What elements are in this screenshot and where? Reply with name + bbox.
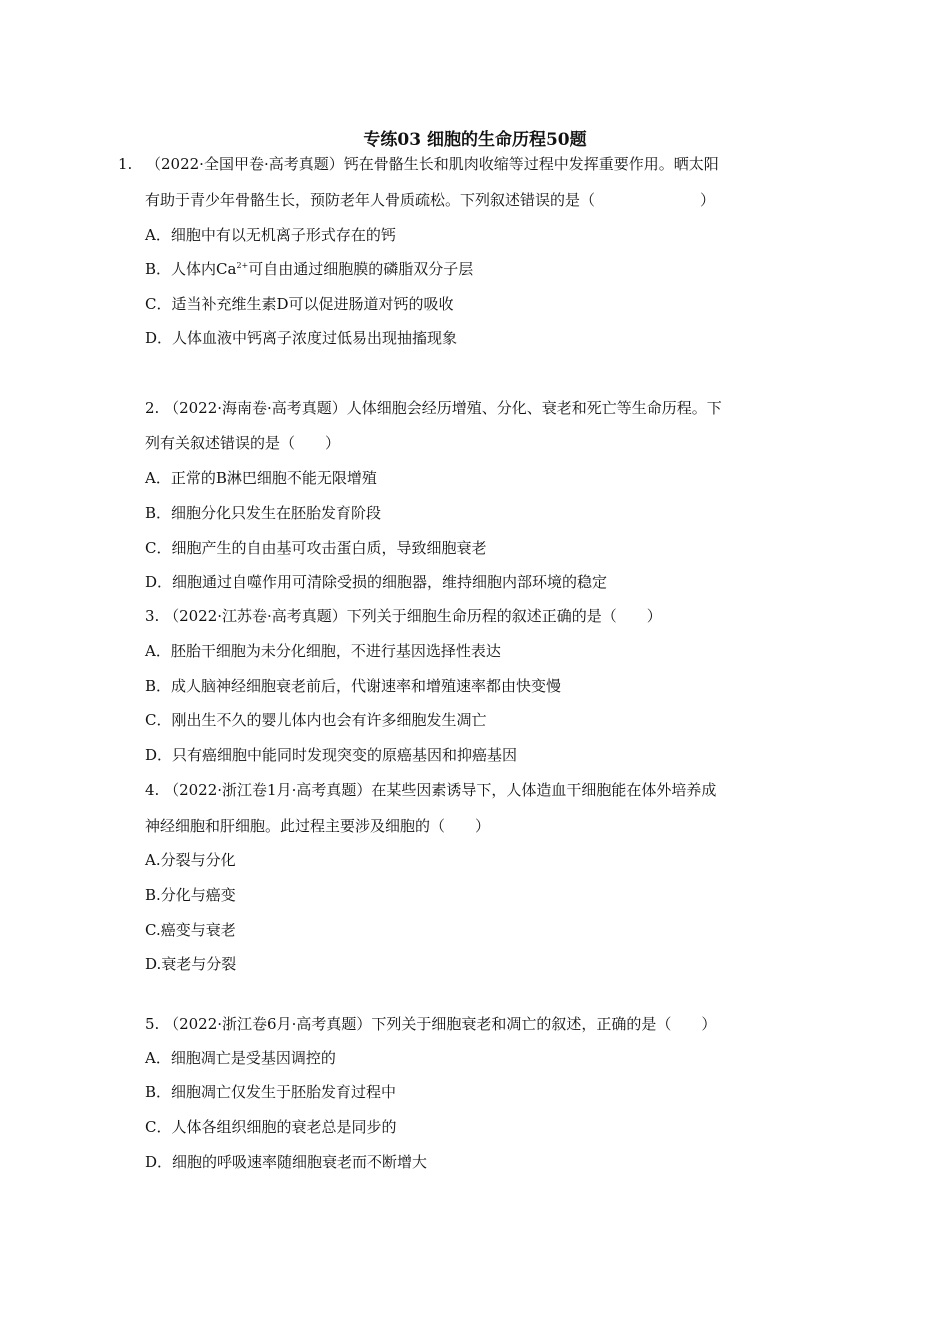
option-b-prefix: B．人体内Ca bbox=[145, 260, 237, 278]
question-4-option-b: B.分化与癌变 bbox=[145, 886, 236, 904]
option-b-suffix: 可自由通过细胞膜的磷脂双分子层 bbox=[248, 260, 474, 278]
question-1-option-c: C．适当补充维生素D可以促进肠道对钙的吸收 bbox=[145, 295, 454, 313]
question-4-stem-line-2: 神经细胞和肝细胞。此过程主要涉及细胞的（ ） bbox=[145, 817, 491, 835]
question-4-option-d: D.衰老与分裂 bbox=[145, 955, 237, 973]
question-3-option-b: B．成人脑神经细胞衰老前后，代谢速率和增殖速率都由快变慢 bbox=[145, 677, 562, 695]
question-2-option-c: C．细胞产生的自由基可攻击蛋白质，导致细胞衰老 bbox=[145, 539, 487, 557]
page-title: 专练03 细胞的生命历程50题 bbox=[363, 130, 587, 150]
question-1-option-b bbox=[145, 259, 473, 279]
question-4-stem-line-1: 4. （2022·浙江卷1月·高考真题）在某些因素诱导下，人体造血干细胞能在体外培养成 bbox=[145, 781, 717, 799]
question-2-option-b: B．细胞分化只发生在胚胎发育阶段 bbox=[145, 504, 382, 522]
question-3-option-a: A．胚胎干细胞为未分化细胞，不进行基因选择性表达 bbox=[145, 642, 501, 660]
question-1-number: 1. bbox=[118, 155, 133, 173]
question-2-option-d: D．细胞通过自噬作用可清除受损的细胞器，维持细胞内部环境的稳定 bbox=[145, 573, 608, 591]
question-2-stem-line-1: 2. （2022·海南卷·高考真题）人体细胞会经历增殖、分化、衰老和死亡等生命历程。下 bbox=[145, 399, 722, 417]
ion-charge-superscript: 2+ bbox=[236, 261, 249, 270]
question-2-option-a: A．正常的B淋巴细胞不能无限增殖 bbox=[145, 469, 377, 487]
question-4-option-a: A.分裂与分化 bbox=[145, 851, 236, 869]
question-5-option-b: B．细胞凋亡仅发生于胚胎发育过程中 bbox=[145, 1083, 397, 1101]
question-3-option-c: C．刚出生不久的婴儿体内也会有许多细胞发生凋亡 bbox=[145, 711, 487, 729]
question-3-option-d: D．只有癌细胞中能同时发现突变的原癌基因和抑癌基因 bbox=[145, 746, 518, 764]
question-5-option-d: D．细胞的呼吸速率随细胞衰老而不断增大 bbox=[145, 1153, 428, 1171]
question-5-option-c: C．人体各组织细胞的衰老总是同步的 bbox=[145, 1118, 397, 1136]
question-1-stem-line-1: （2022·全国甲卷·高考真题）钙在骨骼生长和肌肉收缩等过程中发挥重要作用。晒太阳 bbox=[146, 155, 719, 173]
question-1-stem-line-2: 有助于青少年骨骼生长，预防老年人骨质疏松。下列叙述错误的是（ ） bbox=[145, 191, 716, 209]
question-5-option-a: A．细胞凋亡是受基因调控的 bbox=[145, 1049, 336, 1067]
question-5-stem-line-1: 5. （2022·浙江卷6月·高考真题）下列关于细胞衰老和凋亡的叙述，正确的是（ ） bbox=[145, 1015, 717, 1033]
question-2-stem-line-2: 列有关叙述错误的是（ ） bbox=[145, 434, 341, 452]
question-4-option-c: C.癌变与衰老 bbox=[145, 921, 236, 939]
question-1-option-a: A．细胞中有以无机离子形式存在的钙 bbox=[145, 226, 396, 244]
question-3-stem-line-1: 3. （2022·江苏卷·高考真题）下列关于细胞生命历程的叙述正确的是（ ） bbox=[145, 607, 662, 625]
question-1-option-d: D．人体血液中钙离子浓度过低易出现抽搐现象 bbox=[145, 329, 458, 347]
